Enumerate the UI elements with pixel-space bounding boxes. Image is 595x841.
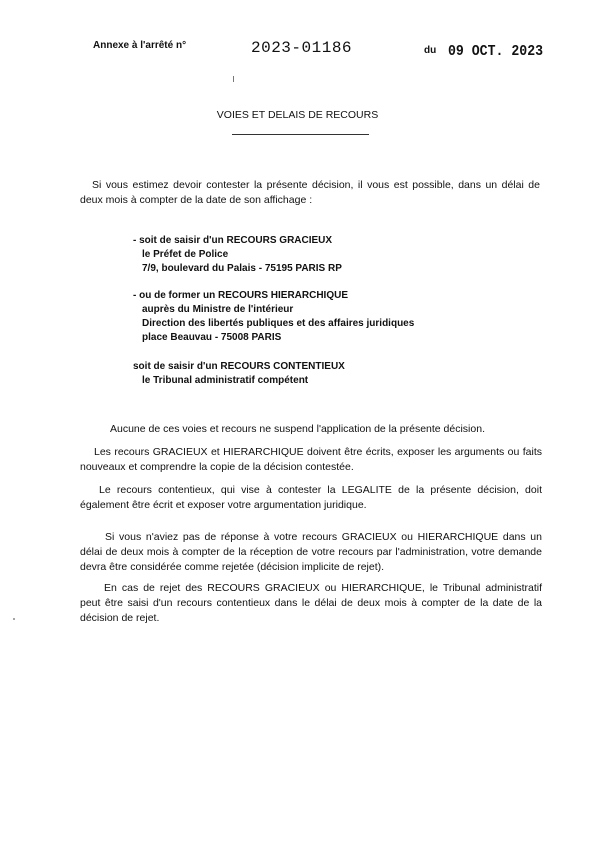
option-line: place Beauvau - 75008 PARIS (142, 332, 282, 343)
option-line: le Tribunal administratif compétent (142, 375, 309, 386)
option-heading: soit de saisir d'un RECOURS CONTENTIEUX (133, 361, 345, 372)
option-line: 7/9, boulevard du Palais - 75195 PARIS RP (142, 263, 342, 274)
scan-mark (233, 76, 234, 82)
intro-paragraph (80, 178, 540, 208)
paragraph-rejection-tribunal: En cas de rejet des RECOURS GRACIEUX ou HIERARCHIQUE, le Tribunal administratif peut être saisi d'un recours contentieux dans le délai de deux mois à compter de la date de la décision de rejet. (80, 582, 542, 624)
intro-text: Si vous estimez devoir contester la présente décision, il vous est possible, dans un délai de deux mois à compter de la date de son affichage : (80, 179, 540, 206)
option-recours-gracieux (133, 234, 342, 276)
option-line: le Préfet de Police (142, 249, 229, 260)
option-heading: - soit de saisir d'un RECOURS GRACIEUX (133, 235, 333, 246)
decree-date-stamp: 09 OCT. 2023 (448, 43, 544, 60)
document-title: VOIES ET DELAIS DE RECOURS (216, 109, 379, 121)
scan-speck (13, 618, 15, 620)
decree-number: 2023-01186 (251, 39, 353, 57)
option-line: Direction des libertés publiques et des affaires juridiques (142, 318, 415, 329)
paragraph-written-requirements: Les recours GRACIEUX et HIERARCHIQUE doivent être écrits, exposer les arguments ou faits nouveaux et comprendre la copie de la décision contestée. (80, 446, 542, 473)
paragraph-contentious-appeal: Le recours contentieux, qui vise à contester la LEGALITE de la présente décision, doit également être écrit et exposer votre argumentation juridique. (80, 484, 542, 511)
option-line: auprès du Ministre de l'intérieur (142, 304, 294, 315)
paragraph-implicit-rejection: Si vous n'aviez pas de réponse à votre recours GRACIEUX ou HIERARCHIQUE dans un délai de deux mois à compter de la réception de votre recours par l'administration, votre demande devra être considérée comme rejetée (décision implicite de rejet). (80, 531, 542, 573)
paragraph-no-suspension: Aucune de ces voies et recours ne suspend l'application de la présente décision. (110, 423, 485, 435)
option-heading: - ou de former un RECOURS HIERARCHIQUE (133, 290, 349, 301)
option-recours-contentieux (133, 360, 345, 388)
option-recours-hierarchique (133, 289, 414, 345)
annex-label: Annexe à l'arrêté n° (93, 40, 187, 51)
title-underline (232, 134, 369, 135)
date-prefix: du (424, 45, 437, 56)
